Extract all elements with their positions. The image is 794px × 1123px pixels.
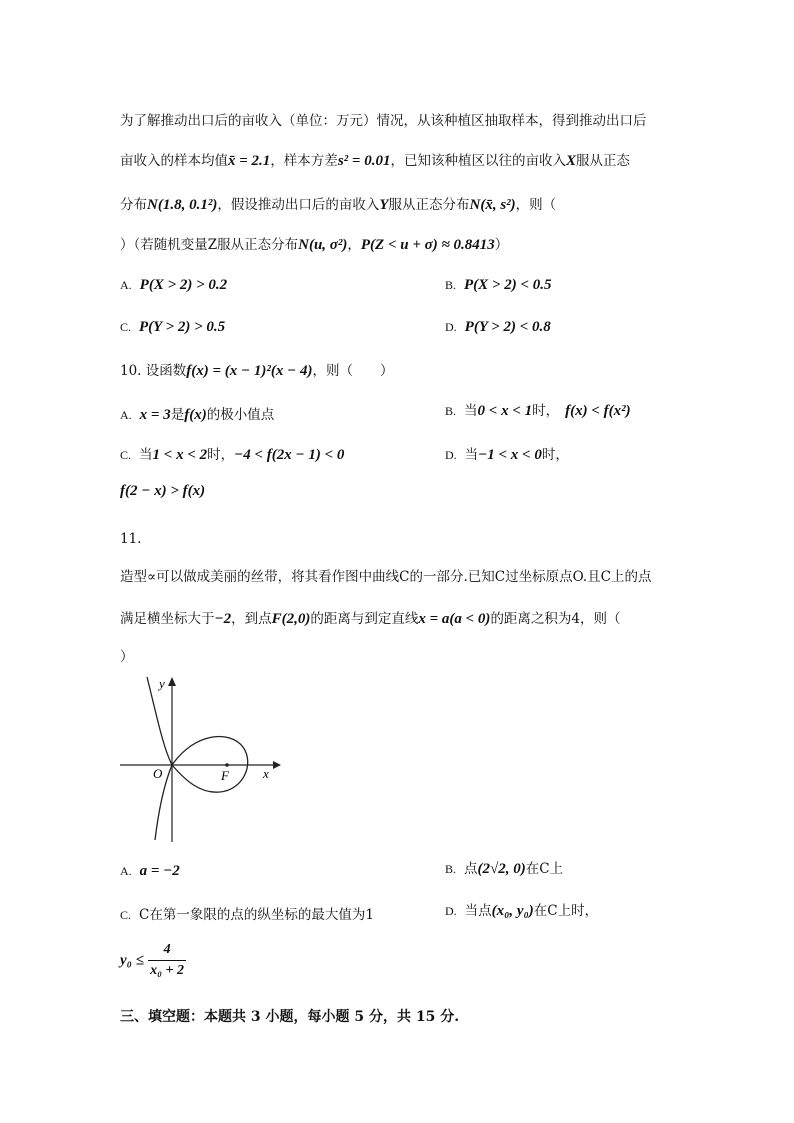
option-label: D. [445, 448, 457, 462]
option-math: −4 < f(2x − 1) < 0 [234, 447, 345, 463]
section-3-heading [120, 1008, 459, 1026]
q11-option-b[interactable] [445, 860, 563, 878]
option-text: 当点 [464, 903, 492, 919]
option-text: 是 [170, 407, 185, 423]
q9-text-3a: 分布 [120, 197, 147, 213]
q9-sample-variance: s² = 0.01 [337, 153, 391, 169]
q11-text-3: ） [120, 649, 134, 665]
option-label: B. [445, 862, 457, 876]
x-axis-arrow-icon [273, 761, 281, 769]
q9-line-3 [120, 196, 556, 214]
q10-text-b: ，则（ ） [312, 363, 394, 379]
q11-math-2a: −2 [214, 611, 232, 627]
option-math: f(2 − x) > f(x) [120, 483, 206, 499]
q9-dist-z: N(u, σ²) [298, 237, 348, 253]
q9-line-4 [120, 236, 508, 254]
q11-option-c[interactable] [120, 906, 374, 924]
option-label: C. [120, 320, 132, 334]
q11-text-1: 造型∝可以做成美丽的丝带，将其看作图中曲线C的一部分.已知C过坐标原点O.且C上的点 [120, 569, 652, 585]
section-3-text: 三、填空题：本题共 3 小题，每小题 5 分，共 15 分. [120, 1009, 460, 1025]
q9-option-a[interactable] [120, 276, 227, 294]
option-text: 当 [464, 403, 478, 419]
option-math: y₀ ≤ [120, 952, 144, 969]
option-math: P(X > 2) < 0.5 [464, 277, 552, 293]
q11-option-a[interactable] [120, 862, 180, 880]
option-label: B. [445, 404, 457, 418]
q10-text-a: 10. 设函数 [120, 363, 187, 379]
q9-text-1: 为了解推动出口后的亩收入（单位：万元）情况，从该种植区抽取样本，得到推动出口后 [120, 113, 647, 129]
focus-point [225, 763, 229, 767]
option-label: B. [445, 278, 457, 292]
q11-line-3 [120, 648, 134, 666]
origin-label: O [153, 766, 163, 781]
option-math: 0 < x < 1 [477, 403, 533, 419]
option-label: C. [120, 448, 132, 462]
fraction-denominator: x₀ + 2 [150, 963, 185, 978]
q11-text-2d: 的距离之积为4，则（ [490, 611, 621, 627]
q11-line-2 [120, 610, 621, 628]
option-text: 时， [532, 403, 560, 419]
y-axis-arrow-icon [168, 677, 176, 686]
q11-line-eq: x = a(a < 0) [418, 611, 491, 627]
y-axis-label: y [159, 676, 165, 691]
q9-text-2b: ，样本方差 [270, 153, 338, 169]
q11-curve-figure [115, 672, 285, 847]
option-text: C在第一象限的点的纵坐标的最大值为1 [139, 907, 374, 923]
option-text: 的极小值点 [206, 407, 275, 423]
q10-option-d-continued [120, 482, 205, 500]
option-math: (x₀, y₀) [491, 903, 534, 919]
option-text: 当 [139, 447, 153, 463]
q9-prob-z: P(Z < u + σ) ≈ 0.8413 [360, 237, 495, 253]
q11-point-f: F(2,0) [271, 611, 311, 627]
q9-line-1 [120, 112, 647, 130]
q9-option-d[interactable] [445, 318, 551, 336]
q9-option-b[interactable] [445, 276, 552, 294]
q9-var-y: Y [379, 197, 389, 213]
q11-option-d-continued [120, 940, 186, 981]
q10-stem [120, 362, 393, 380]
q11-text-2c: 的距离与到定直线 [310, 611, 419, 627]
q9-text-2d: 服从正态 [575, 153, 630, 169]
option-math: f(x) < f(x²) [565, 403, 631, 419]
option-label: A. [120, 864, 132, 878]
option-math: (2√2, 0) [477, 861, 526, 877]
option-math: −1 < x < 0 [478, 447, 542, 463]
focus-label: F [221, 768, 229, 783]
q9-dist-x: N(1.8, 0.1²) [147, 197, 218, 213]
q9-text-3b: ，假设推动出口后的亩收入 [217, 197, 380, 213]
q11-text-2b: ，到点 [231, 611, 272, 627]
option-text: 点 [464, 861, 478, 877]
option-math: P(X > 2) > 0.2 [139, 277, 228, 293]
q9-line-2 [120, 152, 630, 170]
q10-function: f(x) = (x − 1)²(x − 4) [186, 363, 313, 379]
q11-number [120, 530, 141, 548]
q10-option-c[interactable] [120, 446, 344, 464]
q10-option-a[interactable] [120, 406, 274, 424]
q9-text-3c: 服从正态分布 [388, 197, 470, 213]
option-math: a = −2 [139, 863, 180, 879]
option-label: C. [120, 908, 132, 922]
q10-option-d[interactable] [445, 446, 569, 464]
q9-text-2a: 亩收入的样本均值 [120, 153, 228, 169]
q9-option-c[interactable] [120, 318, 225, 336]
q11-line-1 [120, 568, 651, 586]
fraction-numerator: 4 [148, 940, 186, 961]
q9-text-4a: ）（若随机变量Z服从正态分布 [120, 237, 299, 253]
option-math: P(Y > 2) > 0.5 [139, 319, 226, 335]
q11-number-text: 11. [120, 531, 142, 547]
option-text: 在C上 [525, 861, 564, 877]
q9-text-3d: ，则（ [515, 197, 557, 213]
curve-loop [172, 736, 248, 792]
x-axis-label: x [263, 766, 269, 781]
option-text: 在C上时， [533, 903, 599, 919]
option-text: 当 [464, 447, 479, 463]
q9-sample-mean: x̄ = 2.1 [228, 153, 271, 169]
q9-text-4c: ） [494, 237, 509, 253]
option-text: 时， [541, 447, 569, 463]
q9-text-4b: ， [347, 237, 361, 253]
q10-option-b[interactable] [445, 402, 631, 420]
option-math: f(x) [184, 407, 207, 423]
q11-option-d[interactable] [445, 902, 598, 920]
option-math: 1 < x < 2 [152, 447, 208, 463]
option-label: A. [120, 408, 132, 422]
option-label: D. [445, 904, 457, 918]
option-math: P(Y > 2) < 0.8 [464, 319, 551, 335]
q9-dist-y: N(x̄, s²) [469, 197, 516, 213]
q9-var-x: X [565, 153, 576, 169]
option-label: D. [445, 320, 457, 334]
option-label: A. [120, 278, 132, 292]
fraction [148, 940, 186, 981]
option-math: x = 3 [139, 407, 171, 423]
q9-text-2c: ，已知该种植区以往的亩收入 [390, 153, 566, 169]
q11-text-2a: 满足横坐标大于 [120, 611, 215, 627]
option-text: 时， [207, 447, 235, 463]
